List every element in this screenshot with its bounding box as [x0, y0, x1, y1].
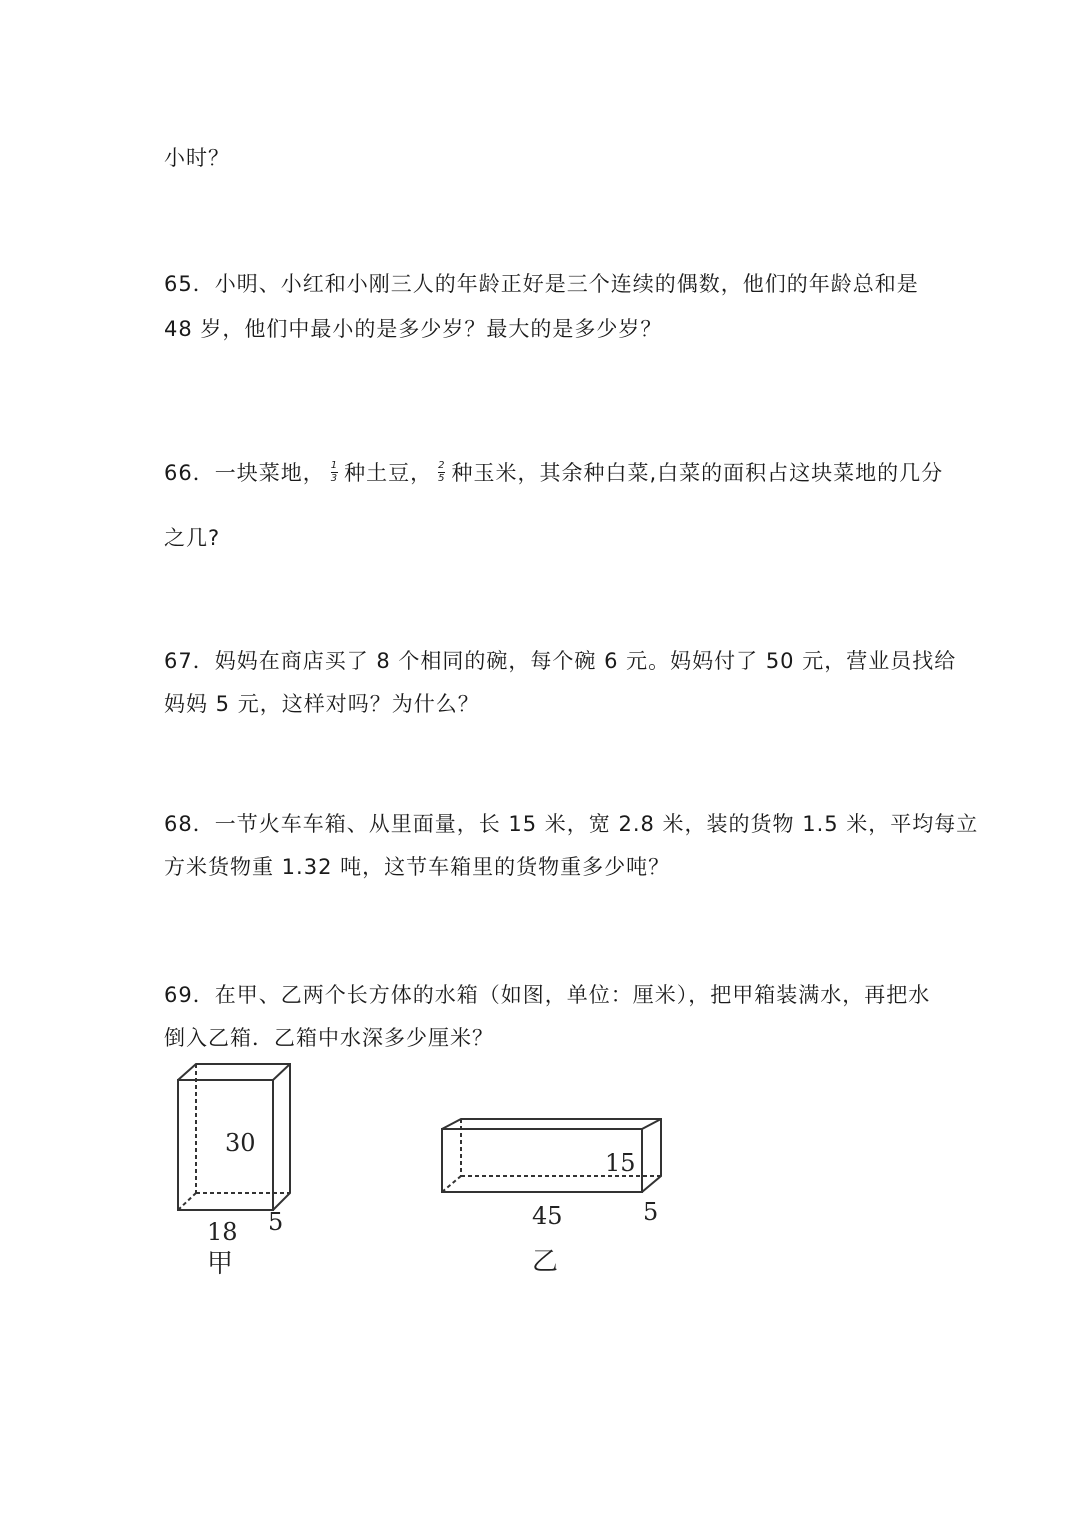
q66-line2: 之几?: [164, 526, 221, 550]
tank-a-name: 甲: [207, 1249, 234, 1279]
q67-line2: 妈妈 5 元，这样对吗？为什么？: [164, 692, 480, 716]
tank-b-name: 乙: [532, 1247, 559, 1277]
tank-b-height-label: 15: [605, 1149, 636, 1177]
q69-line1: 69．在甲、乙两个长方体的水箱（如图，单位：厘米），把甲箱装满水，再把水: [164, 983, 931, 1007]
tank-b-width-label: 5: [643, 1198, 659, 1226]
q65-line1: 65．小明、小红和小刚三人的年龄正好是三个连续的偶数，他们的年龄总和是: [164, 272, 919, 296]
q68-line2: 方米货物重 1.32 吨，这节车箱里的货物重多少吨？: [164, 855, 671, 879]
q66-prefix: 66．一块菜地，: [164, 461, 325, 485]
fraction-one-third: $\frac{1}{3}$: [330, 459, 339, 484]
tank-b-length-label: 45: [532, 1202, 563, 1230]
tank-a-width-label: 5: [268, 1208, 284, 1236]
tank-a-length-label: 18: [207, 1218, 238, 1246]
tank-a-height-label: 30: [225, 1129, 256, 1157]
q68-line1: 68．一节火车车箱、从里面量，长 15 米，宽 2.8 米，装的货物 1.5 米，平均每立: [164, 812, 979, 836]
q69-line2: 倒入乙箱．乙箱中水深多少厘米？: [164, 1026, 494, 1050]
q67-line1: 67．妈妈在商店买了 8 个相同的碗，每个碗 6 元。妈妈付了 50 元，营业员找给: [164, 649, 957, 673]
q65-line2: 48 岁，他们中最小的是多少岁？最大的是多少岁？: [164, 317, 663, 341]
fraction-two-fifths: $\frac{2}{5}$: [438, 459, 446, 484]
q66-mid2: 种玉米，其余种白菜,白菜的面积占这块菜地的几分: [451, 461, 944, 485]
q66-mid1: 种土豆，: [344, 461, 433, 485]
q64-tail: 小时？: [164, 146, 230, 170]
